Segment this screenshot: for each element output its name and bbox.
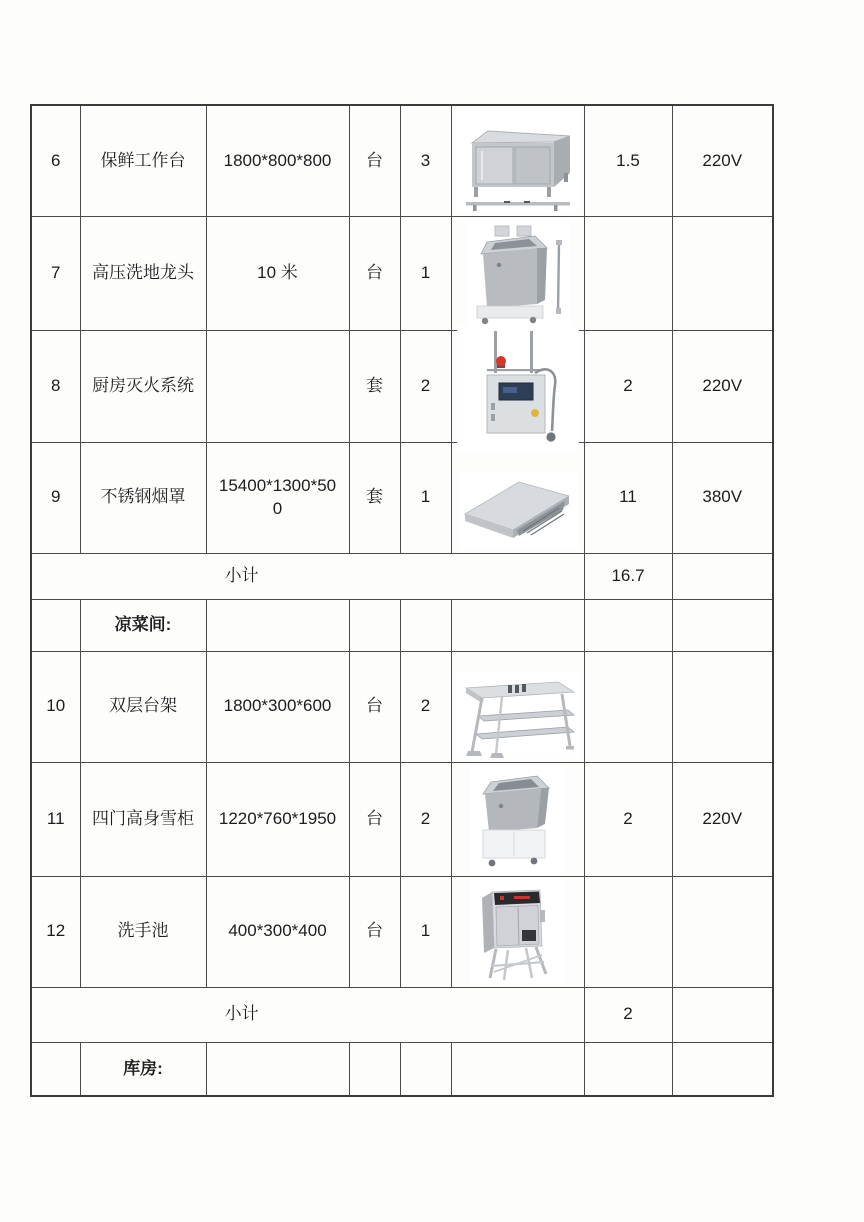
sink-cabinet-photo bbox=[466, 219, 570, 327]
cell-dims bbox=[206, 1042, 349, 1096]
cell-voltage bbox=[672, 651, 773, 762]
cell-image bbox=[451, 105, 584, 216]
cell-image bbox=[451, 1042, 584, 1096]
cell-power: 16.7 bbox=[584, 553, 672, 599]
cell-voltage bbox=[672, 876, 773, 987]
cell-dims bbox=[206, 599, 349, 651]
cell-power: 2 bbox=[584, 987, 672, 1042]
cell-qty: 2 bbox=[400, 651, 451, 762]
cell-voltage: 380V bbox=[672, 442, 773, 553]
double-shelf-photo bbox=[455, 671, 581, 759]
cell-dims: 10 米 bbox=[206, 216, 349, 330]
table-row bbox=[31, 330, 773, 442]
worktable-photo bbox=[456, 111, 580, 211]
cell-voltage bbox=[672, 987, 773, 1042]
cell-qty: 3 bbox=[400, 105, 451, 216]
cell-qty bbox=[400, 1042, 451, 1096]
cell-power: 2 bbox=[584, 762, 672, 876]
equipment-table bbox=[30, 104, 774, 1097]
cell-seq: 12 bbox=[31, 876, 80, 987]
cell-seq: 7 bbox=[31, 216, 80, 330]
table-row bbox=[31, 105, 773, 216]
cell-unit: 套 bbox=[349, 442, 400, 553]
section-title: 库房: bbox=[80, 1042, 206, 1096]
cell-qty: 2 bbox=[400, 330, 451, 442]
cell-seq: 8 bbox=[31, 330, 80, 442]
cell-qty: 2 bbox=[400, 762, 451, 876]
cell-qty: 1 bbox=[400, 216, 451, 330]
cell-power bbox=[584, 1042, 672, 1096]
table-row bbox=[31, 651, 773, 762]
steam-cabinet-photo bbox=[470, 879, 566, 985]
cell-name: 双层台架 bbox=[80, 651, 206, 762]
cell-dims: 400*300*400 bbox=[206, 876, 349, 987]
cell-seq: 6 bbox=[31, 105, 80, 216]
table-row bbox=[31, 442, 773, 553]
table-row bbox=[31, 876, 773, 987]
subtotal-row bbox=[31, 987, 773, 1042]
cell-name: 洗手池 bbox=[80, 876, 206, 987]
cell-name: 不锈钢烟罩 bbox=[80, 442, 206, 553]
table-row bbox=[31, 216, 773, 330]
table-row bbox=[31, 762, 773, 876]
cell-power: 11 bbox=[584, 442, 672, 553]
subtotal-label-cell bbox=[31, 553, 584, 599]
subtotal-label: 小计 bbox=[224, 1004, 259, 1024]
cell-image bbox=[451, 330, 584, 442]
cell-unit: 台 bbox=[349, 651, 400, 762]
cell-unit: 套 bbox=[349, 330, 400, 442]
cell-unit bbox=[349, 1042, 400, 1096]
cell-power bbox=[584, 599, 672, 651]
cell-dims: 1800*300*600 bbox=[206, 651, 349, 762]
cell-seq bbox=[31, 1042, 80, 1096]
cell-image bbox=[451, 599, 584, 651]
section-row bbox=[31, 1042, 773, 1096]
cell-image bbox=[451, 442, 584, 553]
cell-qty: 1 bbox=[400, 876, 451, 987]
cell-name: 四门高身雪柜 bbox=[80, 762, 206, 876]
cell-power bbox=[584, 651, 672, 762]
cell-qty bbox=[400, 599, 451, 651]
subtotal-label: 小计 bbox=[224, 565, 259, 585]
cell-power bbox=[584, 876, 672, 987]
cell-unit: 台 bbox=[349, 216, 400, 330]
cell-voltage: 220V bbox=[672, 762, 773, 876]
cell-dims: 15400*1300*500 bbox=[206, 442, 349, 553]
cell-power: 2 bbox=[584, 330, 672, 442]
cell-seq bbox=[31, 599, 80, 651]
cell-unit bbox=[349, 599, 400, 651]
section-title: 凉菜间: bbox=[80, 599, 206, 651]
cell-voltage: 220V bbox=[672, 105, 773, 216]
subtotal-label-cell bbox=[31, 987, 584, 1042]
cell-dims bbox=[206, 330, 349, 442]
cell-dims: 1220*760*1950 bbox=[206, 762, 349, 876]
cell-voltage: 220V bbox=[672, 330, 773, 442]
cell-name: 保鲜工作台 bbox=[80, 105, 206, 216]
cell-qty: 1 bbox=[400, 442, 451, 553]
cell-voltage bbox=[672, 216, 773, 330]
cell-image bbox=[451, 762, 584, 876]
cell-seq: 11 bbox=[31, 762, 80, 876]
cell-image bbox=[451, 651, 584, 762]
exhaust-hood-photo bbox=[458, 472, 578, 550]
pedestal-sink-photo bbox=[470, 765, 566, 873]
subtotal-row bbox=[31, 553, 773, 599]
cell-name: 厨房灭火系统 bbox=[80, 330, 206, 442]
cell-voltage bbox=[672, 599, 773, 651]
cell-seq: 9 bbox=[31, 442, 80, 553]
cell-power: 1.5 bbox=[584, 105, 672, 216]
cell-seq: 10 bbox=[31, 651, 80, 762]
cell-image bbox=[451, 876, 584, 987]
cell-voltage bbox=[672, 1042, 773, 1096]
fire-suppression-photo bbox=[457, 326, 579, 452]
cell-image bbox=[451, 216, 584, 330]
cell-power bbox=[584, 216, 672, 330]
cell-unit: 台 bbox=[349, 876, 400, 987]
cell-dims: 1800*800*800 bbox=[206, 105, 349, 216]
cell-unit: 台 bbox=[349, 762, 400, 876]
cell-unit: 台 bbox=[349, 105, 400, 216]
cell-voltage bbox=[672, 553, 773, 599]
cell-name: 高压洗地龙头 bbox=[80, 216, 206, 330]
section-row bbox=[31, 599, 773, 651]
